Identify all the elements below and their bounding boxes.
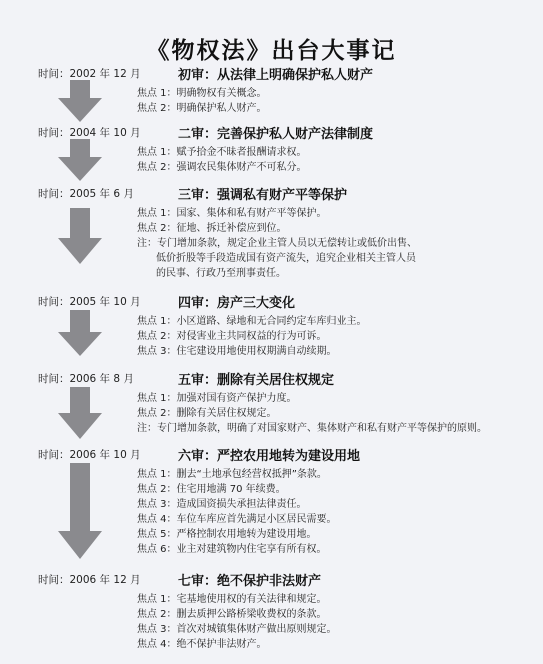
focus-item: 焦点 1：加强对国有资产保护力度。	[137, 393, 297, 404]
focus-item: 焦点 4：绝不保护非法财产。	[137, 639, 267, 650]
note-text: 注：专门增加条款，规定企业主管人员以无偿转让或低价出售、	[137, 238, 417, 249]
focus-item: 焦点 2：对侵害业主共同权益的行为可诉。	[137, 331, 327, 342]
stage-date: 时间：2005 年 10 月	[38, 296, 141, 308]
focus-item: 焦点 3：住宅建设用地使用权期满自动续期。	[137, 346, 337, 357]
stage-heading: 五审：删除有关居住权规定	[178, 373, 335, 388]
focus-item: 焦点 6：业主对建筑物内住宅享有所有权。	[137, 544, 327, 555]
down-arrow-icon	[58, 139, 102, 181]
focus-item: 焦点 2：删去质押公路桥梁收费权的条款。	[137, 609, 327, 620]
stage-date: 时间：2002 年 12 月	[38, 68, 141, 80]
down-arrow-icon	[58, 310, 102, 356]
stage-heading: 七审：绝不保护非法财产	[178, 574, 322, 589]
note-text: 低价折股等手段造成国有资产流失，追究企业相关主管人员	[156, 253, 416, 264]
stage-heading: 六审：严控农用地转为建设用地	[178, 449, 361, 464]
down-arrow-icon	[58, 208, 102, 264]
focus-list	[137, 314, 527, 359]
stage-date: 时间：2004 年 10 月	[38, 127, 141, 139]
stage-date: 时间：2006 年 12 月	[38, 574, 141, 586]
stage-date: 时间：2006 年 8 月	[38, 373, 134, 385]
focus-item: 焦点 2：明确保护私人财产。	[137, 103, 267, 114]
focus-item: 焦点 1：删去“土地承包经营权抵押”条款。	[137, 469, 327, 480]
focus-item: 焦点 5：严格控制农用地转为建设用地。	[137, 529, 317, 540]
focus-item: 焦点 1：赋予拾金不昧者报酬请求权。	[137, 147, 307, 158]
focus-list	[137, 206, 527, 281]
focus-list	[137, 467, 527, 557]
stage-heading: 二审：完善保护私人财产法律制度	[178, 127, 374, 142]
focus-item: 焦点 3：造成国资损失承担法律责任。	[137, 499, 307, 510]
focus-item: 焦点 1：国家、集体和私有财产平等保护。	[137, 208, 327, 219]
focus-item: 焦点 1：小区道路、绿地和无合同约定车库归业主。	[137, 316, 367, 327]
focus-item: 焦点 2：强调农民集体财产不可私分。	[137, 162, 307, 173]
stage-date: 时间：2005 年 6 月	[38, 188, 134, 200]
stage-heading: 三审：强调私有财产平等保护	[178, 188, 348, 203]
down-arrow-icon	[58, 80, 102, 122]
down-arrow-icon	[58, 463, 102, 559]
focus-item: 焦点 3：首次对城镇集体财产做出原则规定。	[137, 624, 337, 635]
down-arrow-icon	[58, 387, 102, 439]
stage-heading: 初审：从法律上明确保护私人财产	[178, 68, 374, 83]
focus-list	[137, 145, 527, 175]
focus-item: 焦点 1：宅基地使用权的有关法律和规定。	[137, 594, 327, 605]
stage-date: 时间：2006 年 10 月	[38, 449, 141, 461]
focus-list	[137, 592, 527, 652]
focus-list	[137, 391, 527, 436]
focus-item: 焦点 2：删除有关居住权规定。	[137, 408, 277, 419]
note-text: 的民事、行政乃至刑事责任。	[156, 268, 286, 279]
focus-item: 焦点 1：明确物权有关概念。	[137, 88, 267, 99]
focus-item: 焦点 2：征地、拆迁补偿应到位。	[137, 223, 287, 234]
note-text: 注：专门增加条款，明确了对国家财产、集体财产和私有财产平等保护的原则。	[137, 423, 487, 434]
page-title: 《物权法》出台大事记	[146, 37, 397, 64]
focus-item: 焦点 4：车位车库应首先满足小区居民需要。	[137, 514, 337, 525]
stage-heading: 四审：房产三大变化	[178, 296, 296, 311]
focus-item: 焦点 2：住宅用地满 70 年续费。	[137, 484, 286, 495]
focus-list	[137, 86, 527, 116]
